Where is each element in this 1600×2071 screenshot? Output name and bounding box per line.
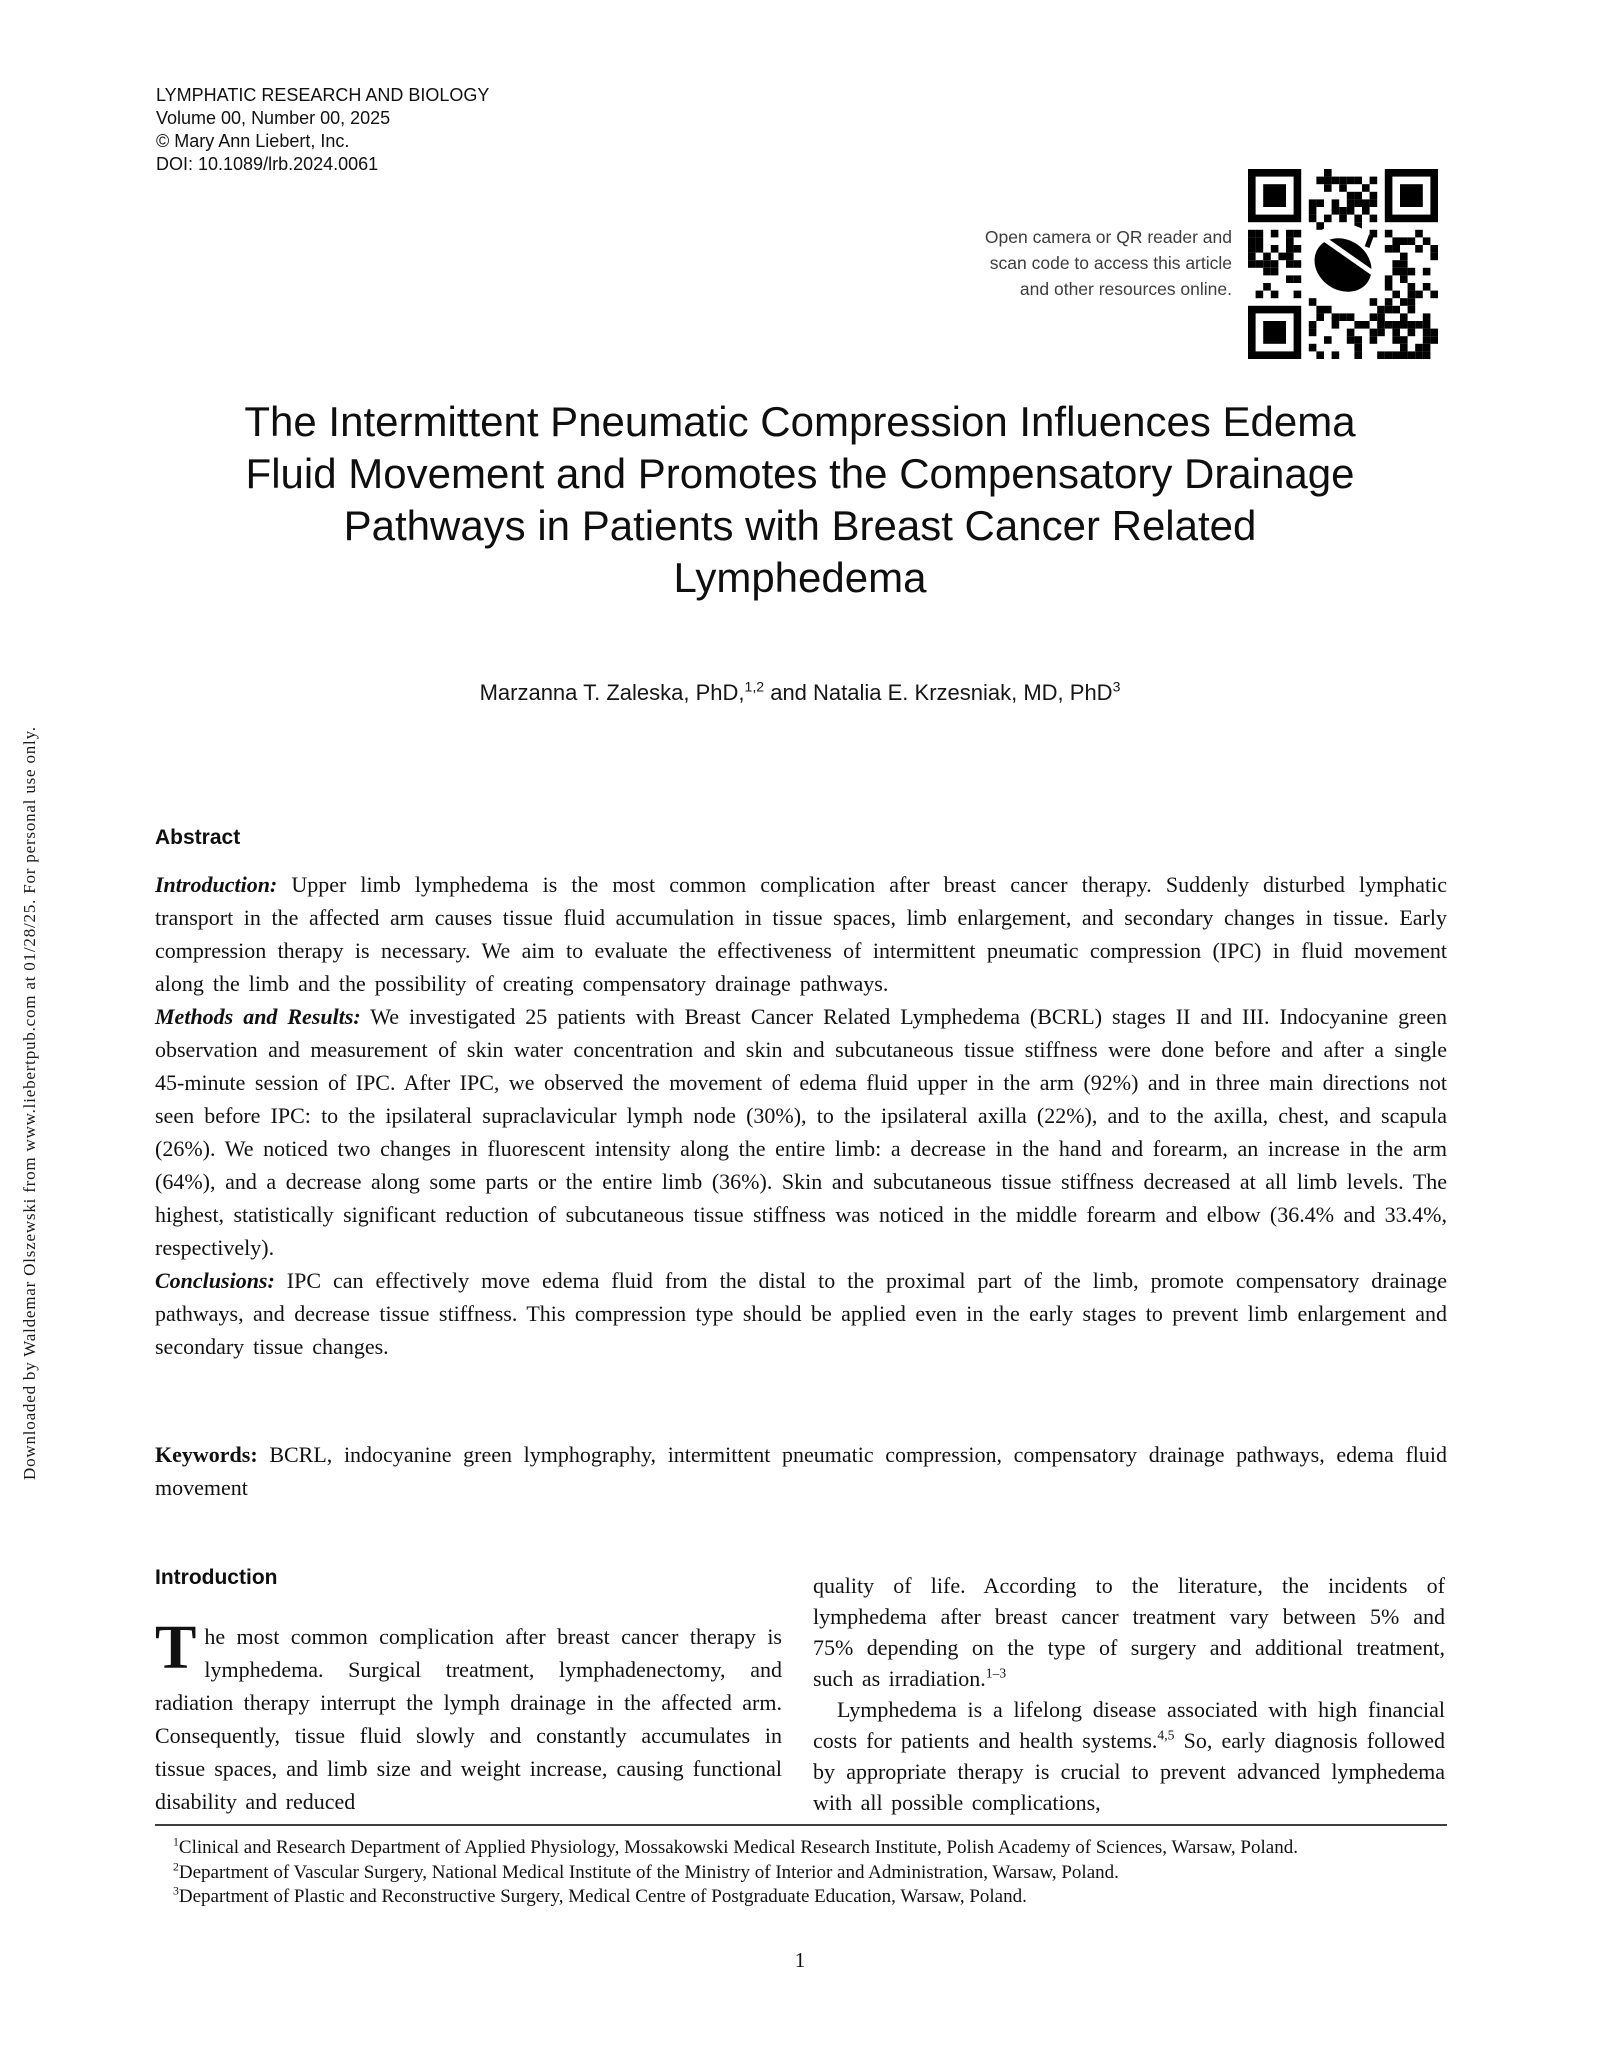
footnote-text: Department of Vascular Surgery, National Medical Institute of the Ministry of Interior and Administration, Warsaw, Poland. (178, 1861, 1119, 1883)
paragraph-text: We investigated 25 patients with Breast Cancer Related Lymphedema (BCRL) stages II and III. Indocyanine green observation and measurement of skin water concentration and skin and subcutaneous tissue stiffness were done before and after a single 45-minute session of IPC. After IPC, we observed the movement of edema fluid upper in the arm (92%) and in three main directions not seen before IPC: to the ipsilateral supraclavicular lymph node (30%), to the ipsilateral axilla (22%), and to the axilla, chest, and scapula (26%). We noticed two changes in fluorescent intensity along the entire limb: a decrease in the hand and forearm, an increase in the arm (64%), and a decrease along some parts or the entire limb (36%). Skin and subcutaneous tissue stiffness decreased at all limb levels. The highest, statistically significant reduction of subcutaneous tissue stiffness was noticed in the middle forearm and elbow (36.4% and 33.4%, respectively). (155, 1004, 1447, 1260)
paragraph-text: Upper limb lymphedema is the most common complication after breast cancer therapy. Suddenly disturbed lymphatic transport in the affected arm causes tissue fluid accumulation in tissue spaces, limb enlargement, and secondary changes in tissue. Early compression therapy is necessary. We aim to evaluate the effectiveness of intermittent pneumatic compression (IPC) in fluid movement along the limb and the possibility of creating compensatory drainage pathways. (155, 872, 1447, 996)
paragraph-label: Methods and Results: (155, 1004, 361, 1029)
paragraph-label: Introduction: (155, 872, 278, 897)
drop-cap: T (155, 1614, 197, 1682)
abstract-heading: Abstract (155, 826, 241, 849)
title-line: Lymphedema (673, 554, 927, 601)
volume-line: Volume 00, Number 00, 2025 (156, 108, 391, 128)
abstract-paragraph (155, 1264, 1447, 1363)
masthead (156, 84, 489, 176)
title-line: The Intermittent Pneumatic Compression Influences Edema (244, 398, 1356, 445)
publisher-acorn-logo (1302, 224, 1385, 306)
title-line: Fluid Movement and Promotes the Compensatory Drainage (245, 450, 1355, 497)
paragraph-text: Lymphedema is a lifelong disease associated with high financial costs for patients and health systems. (813, 1697, 1445, 1753)
affiliation-ref: 1,2 (744, 678, 765, 695)
article-title (150, 396, 1450, 604)
qr-caption (700, 224, 1232, 302)
intro-paragraph (155, 1614, 782, 1818)
qr-caption-line: scan code to access this article (989, 253, 1232, 273)
copyright-line: © Mary Ann Liebert, Inc. (156, 131, 350, 151)
citation-ref: 4,5 (1157, 1727, 1175, 1743)
footnote-ref: 3 (173, 1884, 179, 1898)
footnote-ref: 2 (173, 1860, 179, 1874)
paragraph-text: quality of life. According to the literature, the incidents of lymphedema after breast cancer treatment vary between 5% and 75% depending on the type of surgery and additional treatment, such as irradiation. (813, 1573, 1445, 1691)
abstract-paragraph (155, 1000, 1447, 1264)
abstract-paragraph (155, 868, 1447, 1000)
page-number: 1 (794, 1948, 806, 1972)
doi-line: DOI: 10.1089/lrb.2024.0061 (156, 154, 379, 174)
keywords-line (155, 1438, 1447, 1504)
author-name: and Natalia E. Krzesniak, MD, PhD (764, 680, 1113, 705)
keywords-label: Keywords: (155, 1442, 258, 1467)
qr-caption-line: and other resources online. (1019, 279, 1232, 299)
abstract-body (155, 868, 1447, 1363)
intro-column-left (155, 1614, 782, 1818)
intro-paragraph (813, 1570, 1445, 1694)
keywords-text: BCRL, indocyanine green lymphography, intermittent pneumatic compression, compensatory drainage pathways, edema fluid movement (155, 1442, 1447, 1500)
intro-paragraph (813, 1694, 1445, 1818)
footnote (155, 1885, 1447, 1910)
introduction-heading: Introduction (155, 1566, 278, 1589)
footnote-ref: 1 (173, 1835, 179, 1849)
footnote-divider (155, 1824, 1447, 1826)
paragraph-label: Conclusions: (155, 1268, 275, 1293)
footnote-text: Clinical and Research Department of Applied Physiology, Mossakowski Medical Research Institute, Polish Academy of Sciences, Warsaw, Poland. (178, 1837, 1298, 1858)
footnote-text: Department of Plastic and Reconstructive Surgery, Medical Centre of Postgraduate Education, Warsaw, Poland. (178, 1886, 1027, 1907)
intro-column-right (813, 1570, 1445, 1818)
paragraph-text: So, early diagnosis followed by appropriate therapy is crucial to prevent advanced lymphedema with all possible complications, (813, 1728, 1445, 1815)
author-name: Marzanna T. Zaleska, PhD, (479, 680, 745, 705)
author-byline (150, 680, 1450, 706)
journal-name: LYMPHATIC RESEARCH AND BIOLOGY (156, 85, 490, 105)
paragraph-text: he most common complication after breast cancer therapy is lymphedema. Surgical treatment, lymphadenectomy, and radiation therapy interrupt the lymph drainage in the affected arm. Consequently, tissue fluid slowly and constantly accumulates in tissue spaces, and limb size and weight increase, causing functional disability and reduced (155, 1624, 782, 1814)
affiliation-ref: 3 (1112, 678, 1121, 695)
qr-code-icon (1248, 168, 1438, 360)
qr-caption-line: Open camera or QR reader and (984, 227, 1232, 247)
footnote (155, 1836, 1447, 1861)
title-line: Pathways in Patients with Breast Cancer Related (343, 502, 1257, 549)
paragraph-text: IPC can effectively move edema fluid from the distal to the proximal part of the limb, promote compensatory drainage pathways, and decrease tissue stiffness. This compression type should be applied even in the early stages to prevent limb enlargement and secondary tissue changes. (155, 1268, 1447, 1359)
citation-ref: 1–3 (985, 1665, 1007, 1681)
affiliation-footnotes (155, 1836, 1447, 1910)
footnote (155, 1861, 1447, 1886)
download-watermark: Downloaded by Waldemar Olszewski from www.liebertpub.com at 01/28/25. For personal use only. (20, 726, 39, 1480)
